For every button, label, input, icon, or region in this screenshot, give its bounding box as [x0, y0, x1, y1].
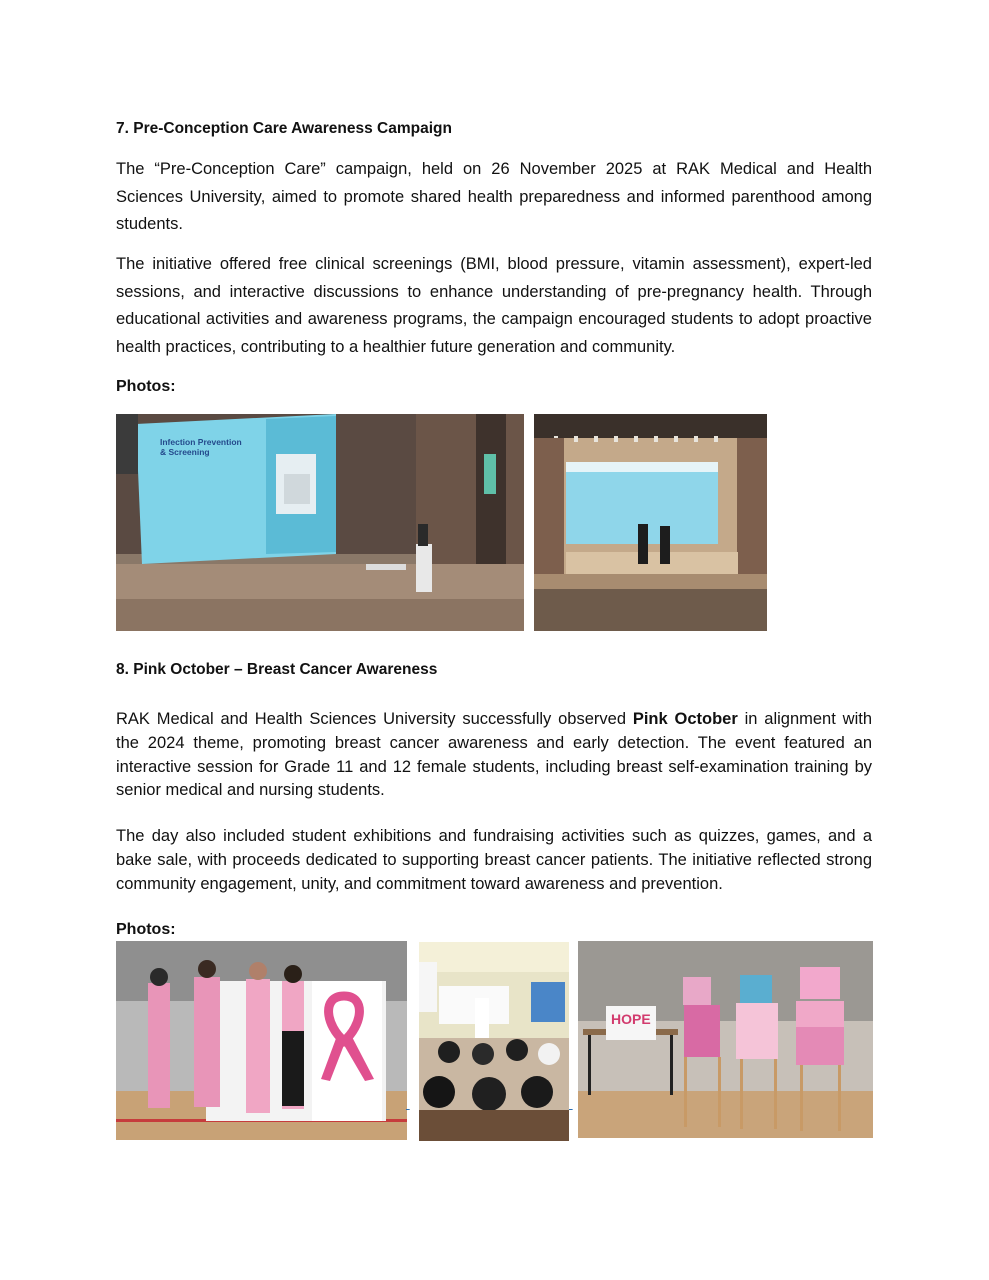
section-8-paragraph-1-start: RAK Medical and Health Sciences University successfully observed [116, 710, 633, 728]
pink-october-bold: Pink October [632, 710, 738, 728]
section-7-heading: 7. Pre-Conception Care Awareness Campaign [116, 120, 452, 137]
photo-stage-presentation [534, 414, 767, 631]
photo-classroom-session [419, 942, 569, 1141]
slide-title: Infection Prevention & Screening [160, 437, 242, 457]
section-7-photos-label: Photos: [116, 378, 176, 395]
section-8-paragraph-1 [116, 708, 872, 803]
hyperlink-fragment-right[interactable] [569, 1096, 573, 1111]
photo-exhibition-posters [578, 941, 873, 1138]
section-7-paragraph-2: The initiative offered free clinical screenings (BMI, blood pressure, vitamin assessment), expert-led sessions, and interactive discussions to enhance understanding of pre-pregnancy health. Through educational activities and awareness programs, the campaign encouraged students to adopt proactive health practices, contributing to a healthier future generation and community. [116, 255, 872, 356]
section-8-paragraph-1-end: in alignment with the 2024 theme, promoting breast cancer awareness and early detection. The event featured an interactive session for Grade 11 and 12 female students, including breast self-examination training by senior medical and nursing students. [116, 710, 872, 800]
section-8-heading: 8. Pink October – Breast Cancer Awareness [116, 661, 438, 678]
section-7-paragraph-1: The “Pre-Conception Care” campaign, held on 26 November 2025 at RAK Medical and Health Sciences University, aimed to promote shared health preparedness and informed parenthood among students. [116, 160, 872, 234]
photo-students-pink-ribbon [116, 941, 407, 1140]
hyperlink-fragment-left[interactable] [406, 1096, 410, 1111]
section-8-paragraph-2: The day also included student exhibitions and fundraising activities such as quizzes, games, and a bake sale, with proceeds dedicated to supporting breast cancer patients. The initiative reflected strong community engagement, unity, and commitment toward awareness and prevention. [116, 827, 872, 893]
photo-lecture-slide [116, 414, 524, 631]
poster-hope-text: HOPE [611, 1011, 651, 1027]
section-8-photos-label: Photos: [116, 921, 176, 938]
